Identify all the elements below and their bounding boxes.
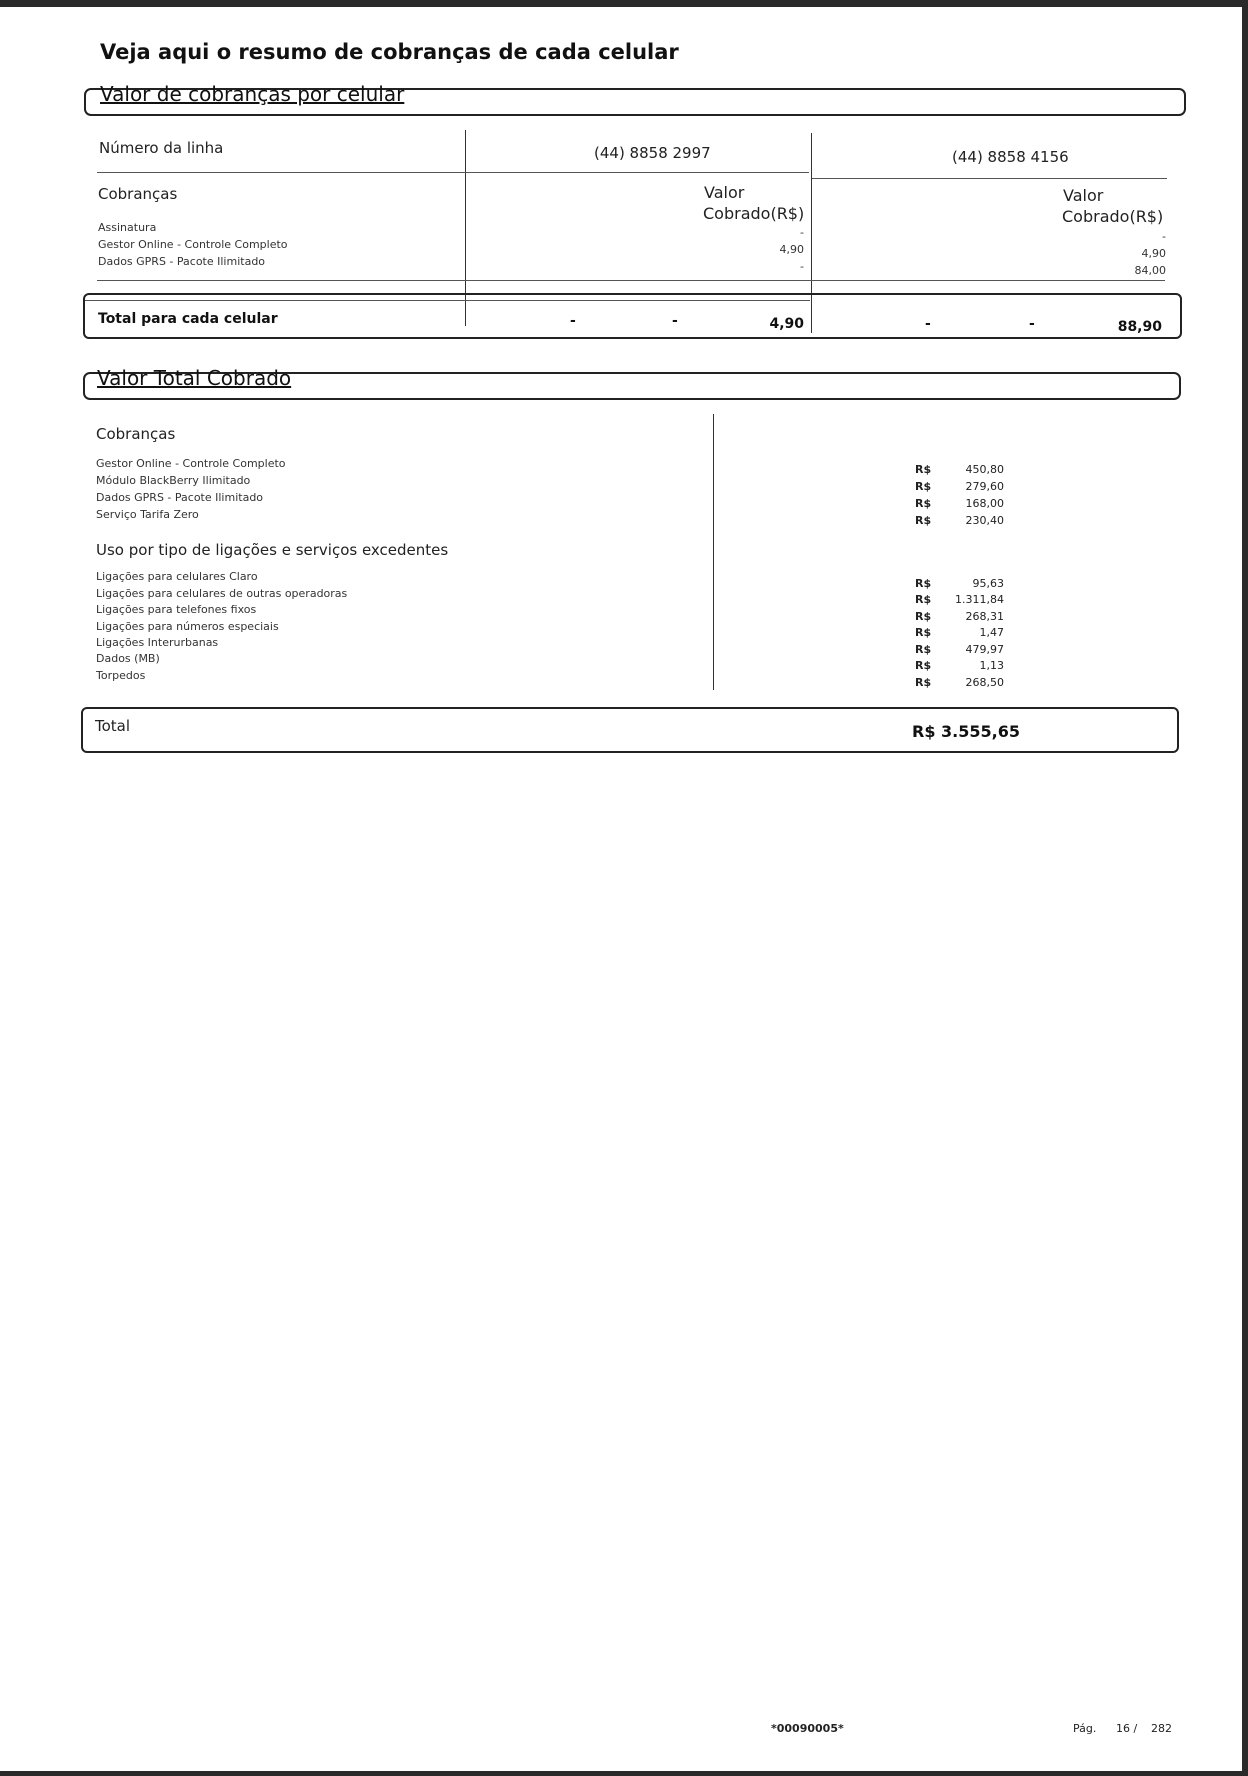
charge-item-value: - xyxy=(1162,230,1166,243)
usage-label: Uso por tipo de ligações e serviços excedentes xyxy=(96,541,449,559)
total-dash: - xyxy=(570,313,576,329)
charge-item-label: Dados GPRS - Pacote Ilimitado xyxy=(98,255,266,268)
currency: R$ xyxy=(915,497,932,510)
value-header-line2: Valor xyxy=(1063,186,1104,205)
line-number-label: Número da linha xyxy=(99,139,224,157)
currency: R$ xyxy=(915,480,932,493)
bottom-border xyxy=(0,1771,1248,1776)
currency: R$ xyxy=(915,659,932,672)
total-per-line-label: Total para cada celular xyxy=(98,311,278,327)
grand-total-label: Total xyxy=(95,717,131,735)
charge-item-value: 4,90 xyxy=(1141,247,1166,260)
total-dash: - xyxy=(1029,316,1035,332)
usage-item-value: 1,13 xyxy=(979,659,1004,672)
charge-label: Dados GPRS - Pacote Ilimitado xyxy=(96,491,264,504)
charge-value: 168,00 xyxy=(965,497,1004,510)
line-number-1: (44) 8858 2997 xyxy=(594,144,711,162)
usage-item-label: Ligações para telefones fixos xyxy=(96,603,257,616)
total-dash: - xyxy=(672,313,678,329)
column-divider xyxy=(713,414,714,690)
charge-item-value: - xyxy=(800,260,804,273)
charges-label: Cobranças xyxy=(98,185,178,203)
divider xyxy=(85,300,810,301)
currency: R$ xyxy=(915,626,932,639)
usage-item-value: 268,31 xyxy=(965,610,1004,623)
usage-item-label: Ligações para celulares de outras operadoras xyxy=(96,587,348,600)
usage-item-value: 95,63 xyxy=(972,577,1004,590)
usage-item-value: 268,50 xyxy=(965,676,1004,689)
currency: R$ xyxy=(915,514,932,527)
usage-item-value: 1.311,84 xyxy=(955,593,1004,606)
currency: R$ xyxy=(915,593,932,606)
currency: R$ xyxy=(915,643,932,656)
divider xyxy=(97,280,1165,281)
page-total: 282 xyxy=(1151,1722,1172,1735)
grand-total-value: R$ 3.555,65 xyxy=(912,722,1020,741)
usage-item-value: 1,47 xyxy=(979,626,1004,639)
usage-item-label: Ligações Interurbanas xyxy=(96,636,219,649)
page-label: Pág. xyxy=(1073,1722,1097,1735)
page-heading: Veja aqui o resumo de cobranças de cada celular xyxy=(100,40,679,64)
charge-value: 230,40 xyxy=(965,514,1004,527)
value-header-line2-sub: Cobrado(R$) xyxy=(1062,207,1164,226)
right-border xyxy=(1242,0,1248,1776)
currency: R$ xyxy=(915,676,932,689)
charge-item-value: - xyxy=(800,226,804,239)
charge-label: Serviço Tarifa Zero xyxy=(96,508,199,521)
charge-value: 279,60 xyxy=(965,480,1004,493)
charge-label: Módulo BlackBerry Ilimitado xyxy=(96,474,251,487)
charge-item-label: Gestor Online - Controle Completo xyxy=(98,238,288,251)
charge-item-label: Assinatura xyxy=(98,221,157,234)
currency: R$ xyxy=(915,463,932,476)
total-dash: - xyxy=(925,316,931,332)
value-header-line1-sub: Cobrado(R$) xyxy=(703,204,805,223)
section1-title: Valor de cobranças por celular xyxy=(100,82,405,106)
usage-item-label: Torpedos xyxy=(96,669,146,682)
usage-item-label: Dados (MB) xyxy=(96,652,160,665)
usage-item-label: Ligações para números especiais xyxy=(96,620,279,633)
total-line-2: 88,90 xyxy=(1117,319,1162,335)
usage-item-value: 479,97 xyxy=(965,643,1004,656)
charge-label: Gestor Online - Controle Completo xyxy=(96,457,286,470)
charge-item-value: 84,00 xyxy=(1134,264,1166,277)
usage-item-label: Ligações para celulares Claro xyxy=(96,570,258,583)
charge-item-value: 4,90 xyxy=(779,243,804,256)
line-number-2: (44) 8858 4156 xyxy=(952,148,1069,166)
section2-charges-label: Cobranças xyxy=(96,425,176,443)
page-number: 16 / xyxy=(1116,1722,1138,1735)
top-border xyxy=(0,0,1248,7)
currency: R$ xyxy=(915,577,932,590)
divider xyxy=(812,178,1167,179)
divider xyxy=(97,172,809,173)
charge-value: 450,80 xyxy=(965,463,1004,476)
currency: R$ xyxy=(915,610,932,623)
value-header-line1: Valor xyxy=(704,183,745,202)
document-code: *00090005* xyxy=(771,1722,844,1735)
section2-title: Valor Total Cobrado xyxy=(97,366,292,390)
total-line-1: 4,90 xyxy=(769,316,804,332)
